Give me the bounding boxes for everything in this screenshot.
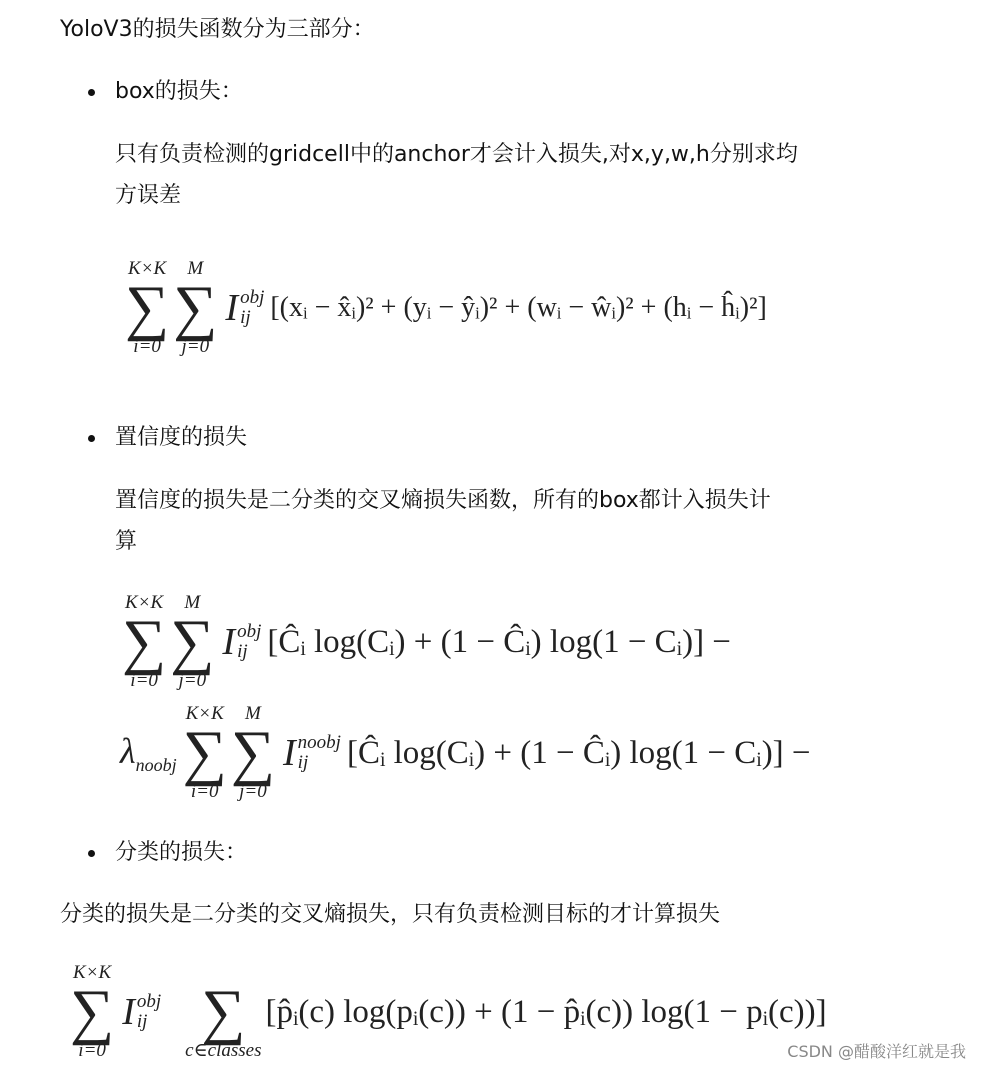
indicator: I — [222, 621, 236, 663]
sum-symbol: ∑ — [182, 719, 227, 787]
sup: obj — [136, 991, 162, 1012]
sum-symbol: ∑ — [173, 274, 218, 342]
section-cls-title: 分类的损失： — [115, 840, 248, 865]
section-box-desc-2: 方误差 — [115, 183, 182, 208]
sum-symbol: ∑ — [201, 978, 246, 1046]
lower-limit: j=0 — [178, 670, 207, 691]
sup: noobj — [297, 732, 341, 753]
cls-loss-formula — [70, 962, 827, 1062]
upper-limit: K×K — [185, 703, 224, 724]
sum-symbol: ∑ — [122, 608, 167, 676]
sup: obj — [240, 287, 265, 308]
conf-expression: [Ĉᵢ log(Cᵢ) + (1 − Ĉᵢ) log(1 − Cᵢ)] − — [346, 734, 811, 771]
upper-limit: K×K — [73, 962, 112, 983]
lower-limit: i=0 — [78, 1040, 106, 1061]
section-conf-desc-2: 算 — [115, 529, 138, 554]
lower-limit: i=0 — [190, 781, 219, 802]
indicator: I — [283, 732, 296, 774]
indicator: I — [225, 287, 239, 329]
upper-limit: M — [184, 592, 201, 613]
upper-limit: K×K — [125, 592, 164, 613]
section-conf-desc: 置信度的损失是二分类的交叉熵损失函数，所有的box都计入损失计 — [115, 488, 771, 513]
conf-obj-formula — [122, 592, 731, 692]
lower-limit: i=0 — [130, 670, 158, 691]
sub: ij — [240, 307, 251, 328]
upper-limit: M — [245, 703, 261, 724]
box-loss-formula — [125, 258, 767, 358]
box-expression: [(xᵢ − x̂ᵢ)² + (yᵢ − ŷᵢ)² + (wᵢ − ŵᵢ)² + (hᵢ − ĥᵢ)²] — [270, 292, 767, 323]
sub: ij — [237, 641, 248, 662]
intro-text: YoloV3的损失函数分为三部分： — [60, 17, 375, 42]
upper-limit: M — [187, 258, 204, 279]
sum-symbol: ∑ — [230, 719, 276, 787]
bullet-dot — [88, 850, 95, 857]
sup: obj — [237, 621, 262, 642]
section-box-desc: 只有负责检测的gridcell中的anchor才会计入损失,对x,y,w,h分别求均 — [115, 142, 798, 167]
lower-limit: j=0 — [181, 336, 210, 357]
sum-symbol: ∑ — [125, 274, 170, 342]
section-cls-desc: 分类的损失是二分类的交叉熵损失，只有负责检测目标的才计算损失 — [60, 902, 721, 927]
conf-expression: [Ĉᵢ log(Cᵢ) + (1 − Ĉᵢ) log(1 − Cᵢ)] − — [267, 623, 731, 660]
upper-limit: K×K — [128, 258, 167, 279]
cls-expression: [p̂ᵢ(c) log(pᵢ(c)) + (1 − p̂ᵢ(c)) log(1 − pᵢ(c))] — [265, 993, 827, 1030]
sub: ij — [136, 1011, 148, 1032]
lower-limit: j=0 — [239, 781, 267, 802]
lower-limit: c∈classes — [185, 1040, 262, 1061]
lower-limit: i=0 — [133, 336, 161, 357]
bullet-dot — [88, 435, 95, 442]
section-conf-title: 置信度的损失 — [115, 425, 248, 450]
conf-noobj-formula — [120, 703, 811, 803]
indicator: I — [122, 991, 135, 1033]
section-box-title: box的损失： — [115, 79, 243, 104]
bullet-dot — [88, 89, 95, 96]
sum-symbol: ∑ — [170, 608, 215, 676]
sub: ij — [297, 752, 309, 773]
sum-symbol: ∑ — [70, 978, 115, 1046]
lambda-noobj: $\lambda_{noobj}$ — [120, 730, 177, 776]
watermark: CSDN @醋酸洋红就是我 — [787, 1042, 966, 1061]
